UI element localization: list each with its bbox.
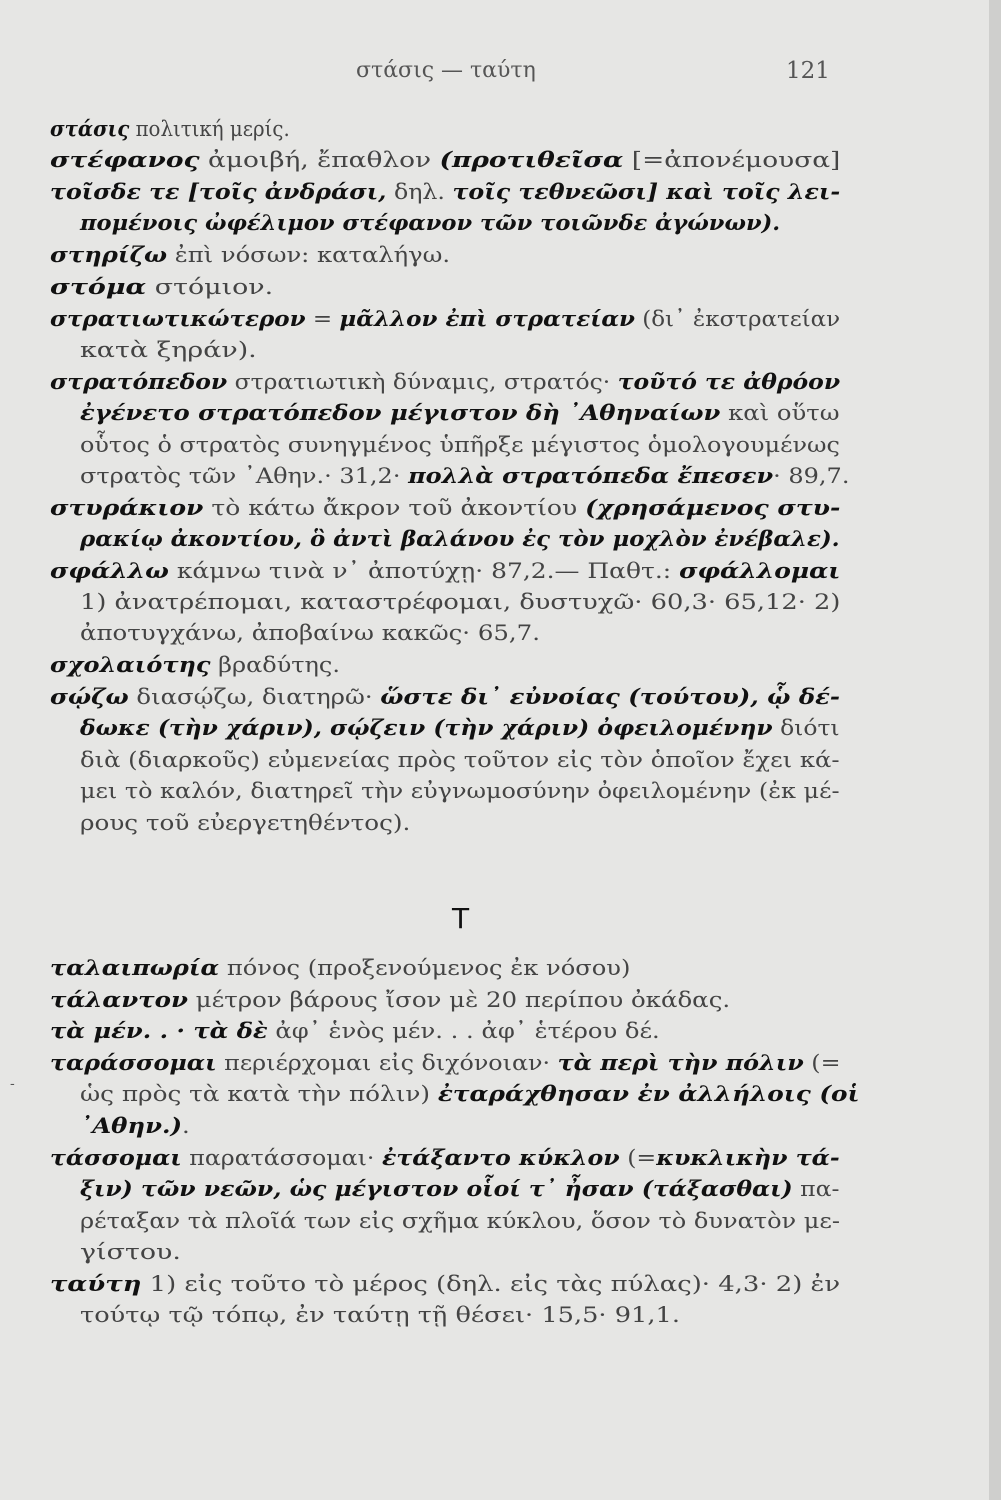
headword: στόμα [50,275,147,300]
quoted-phrase: τοῖσδε τε [τοῖς ἀνδράσι, [50,180,387,205]
headword: ταλαιπωρία [50,956,220,981]
gloss-text: κατὰ ξηράν). [80,338,257,363]
headword: τάσσομαι [50,1146,182,1171]
entry-line [50,558,840,586]
gloss-text: διότι [772,716,840,741]
section-letter: Τ [452,902,470,935]
gloss-text: ἀποτυγχάνω, ἀποβαίνω κακῶς· 65,7. [80,621,540,646]
quoted-phrase: μᾶλλον ἐπὶ στρατείαν [339,307,635,332]
gloss-text: τούτῳ τῷ τόπῳ, ἐν ταύτῃ τῇ θέσει· 15,5· 91,1. [80,1303,680,1328]
quoted-phrase: ὥστε δι᾽ εὐνοίας (τούτου), ᾧ δέ- [380,685,840,710]
gloss-text: στόμιον. [146,275,274,300]
gloss-text: (= [803,1051,841,1076]
page-header [0,58,1001,92]
entry-line [50,242,450,270]
entry-line [80,589,840,617]
quoted-phrase: ᾽Αθην.) [80,1114,183,1139]
quoted-phrase: τὰ περὶ τὴν πόλιν [557,1051,804,1076]
entry-line [80,620,540,648]
entry-line [80,1113,190,1141]
page-number: 121 [786,58,830,84]
entry-line [50,955,630,983]
entry-line [50,274,273,302]
gloss-text: στρατιωτικὴ δύναμις, στρατός· [227,370,618,395]
gloss-text: παρατάσσομαι· [181,1146,382,1171]
headword: τὰ μέν. . · τὰ δὲ [50,1019,268,1044]
entry-line [80,400,840,428]
headword: σχολαιότης [50,653,211,678]
entry-line [80,747,840,775]
entry-line [80,1176,840,1204]
quoted-phrase: (προτιθεῖσα [439,148,624,173]
entry-line [80,432,840,460]
gloss-text: (δι᾽ ἐκστρατείαν [634,307,841,332]
entry-line [50,684,840,712]
headword: ταράσσομαι [50,1051,217,1076]
gloss-text: πολιτική μερίς. [129,117,290,142]
entry-line [80,337,257,365]
quoted-phrase: (χρησάμενος στυ- [585,496,841,521]
gloss-text: καὶ οὕτω [720,401,840,426]
margin-mark: - [10,1076,15,1092]
entry-line [50,1018,660,1046]
headword: στάσις [50,117,130,142]
entry-line [50,495,840,523]
entry-line [50,987,730,1015]
gloss-text: [=ἀπονέμουσα] [623,148,841,173]
entry-line [80,810,410,838]
entry-line [50,652,340,680]
headword: ταύτη [50,1272,142,1297]
gloss-text: . [182,1114,190,1139]
headword: στρατιωτικώτερον [50,307,306,332]
entry-line [80,210,780,238]
gloss-text: διασῴζω, διατηρῶ· [128,685,381,710]
gloss-text: πόνος (προξενούμενος ἐκ νόσου) [219,956,631,981]
quoted-phrase: σφάλλομαι [679,559,841,584]
gloss-text: ρους τοῦ εὐεργετηθέντος). [80,811,411,836]
entry-line [50,179,840,207]
entry-line [80,1208,840,1236]
gloss-text: ἀφ᾽ ἑνὸς μέν. . . ἀφ᾽ ἑτέρου δέ. [267,1019,660,1044]
quoted-phrase: πολλὰ στρατόπεδα ἔπεσεν [408,464,774,489]
entry-line [50,306,840,334]
entry-line [80,1081,859,1109]
quoted-phrase: κυκλικὴν τά- [656,1146,840,1171]
gloss-text: διὰ (διαρκοῦς) εὐμενείας πρὸς τοῦτον εἰς τὸν ὁποῖον ἔχει κά- [80,748,840,773]
gloss-text: · 89,7. [773,464,850,489]
running-title: στάσις — ταύτη [356,58,536,83]
quoted-phrase: τοῦτό τε ἀθρόον [617,370,841,395]
gloss-text: μει τὸ καλόν, διατηρεῖ τὴν εὐγνωμοσύνην ὀφειλομένην (ἐκ μέ- [80,779,840,804]
entry-line [80,778,840,806]
gloss-text: 1) εἰς τοῦτο τὸ μέρος (δηλ. εἰς τὰς πύλας)· 4,3· 2) ἐν [141,1272,841,1297]
headword: σῴζω [50,685,129,710]
gloss-text: οὗτος ὁ στρατὸς συνηγμένος ὑπῆρξε μέγιστος ὁμολογουμένως [80,433,840,458]
quoted-phrase: δωκε (τὴν χάριν), σῴζειν (τὴν χάριν) ὀφειλομένην [80,716,773,741]
headword: στέφανος [50,148,200,173]
entry-line [50,1050,841,1078]
headword: στυράκιον [50,496,204,521]
gloss-text: βραδύτης. [210,653,340,678]
gloss-text: 1) ἀνατρέπομαι, καταστρέφομαι, δυστυχῶ· 60,3· 65,12· 2) [80,590,841,615]
quoted-phrase: ἐτάξαντο κύκλον [381,1146,620,1171]
headword: στηρίζω [50,243,168,268]
gloss-text: τὸ κάτω ἄκρον τοῦ ἀκοντίου [203,496,586,521]
entry-line [80,1239,181,1267]
gloss-text: περιέρχομαι εἰς διχόνοιαν· [216,1051,558,1076]
entry-line [80,526,840,554]
entry-line [50,1145,840,1173]
quoted-phrase: ἐταράχθησαν ἐν ἀλλήλοις (οἱ [437,1082,860,1107]
gloss-text: (= [619,1146,657,1171]
headword: τάλαντον [50,988,188,1013]
gloss-text: = [305,307,340,332]
entry-line [80,1302,680,1330]
headword: σφάλλω [50,559,169,584]
entry-line [50,1271,840,1299]
quoted-phrase: ρακίῳ ἀκοντίου, ὃ ἀντὶ βαλάνου ἐς τὸν μοχλὸν ἐνέβαλε). [80,527,840,552]
headword: στρατόπεδον [50,370,228,395]
gloss-text: γίστου. [80,1240,181,1265]
gloss-text: μέτρον βάρους ἴσον μὲ 20 περίπου ὀκάδας. [187,988,731,1013]
gloss-text: πα- [792,1177,840,1202]
entry-line [80,715,840,743]
entry-line [50,147,840,175]
quoted-phrase: ξιν) τῶν νεῶν, ὡς μέγιστον οἷοί τ᾽ ἦσαν (τάξασθαι) [80,1177,793,1202]
page-edge-shadow [989,0,1001,1500]
gloss-text: ἐπὶ νόσων: καταλήγω. [167,243,451,268]
entry-line [50,369,840,397]
gloss-text: ὡς πρὸς τὰ κατὰ τὴν πόλιν) [80,1082,438,1107]
gloss-text: ρέταξαν τὰ πλοῖά των εἰς σχῆμα κύκλου, ὅσον τὸ δυνατὸν με- [80,1209,840,1234]
entry-line [80,463,849,491]
quoted-phrase: τοῖς τεθνεῶσι] καὶ τοῖς λει- [452,180,841,205]
gloss-text: ἀμοιβή, ἔπαθλον [199,148,440,173]
gloss-text: στρατὸς τῶν ᾽Αθην.· 31,2· [80,464,409,489]
gloss-text: δηλ. [386,180,453,205]
quoted-phrase: πομένοις ὠφέλιμον στέφανον τῶν τοιῶνδε ἀγώνων). [80,211,781,236]
gloss-text: κάμνω τινὰ ν᾽ ἀποτύχῃ· 87,2.— Παθτ.: [168,559,680,584]
quoted-phrase: ἐγένετο στρατόπεδον μέγιστον δὴ ᾽Αθηναίων [80,401,721,426]
entry-line [50,116,290,144]
